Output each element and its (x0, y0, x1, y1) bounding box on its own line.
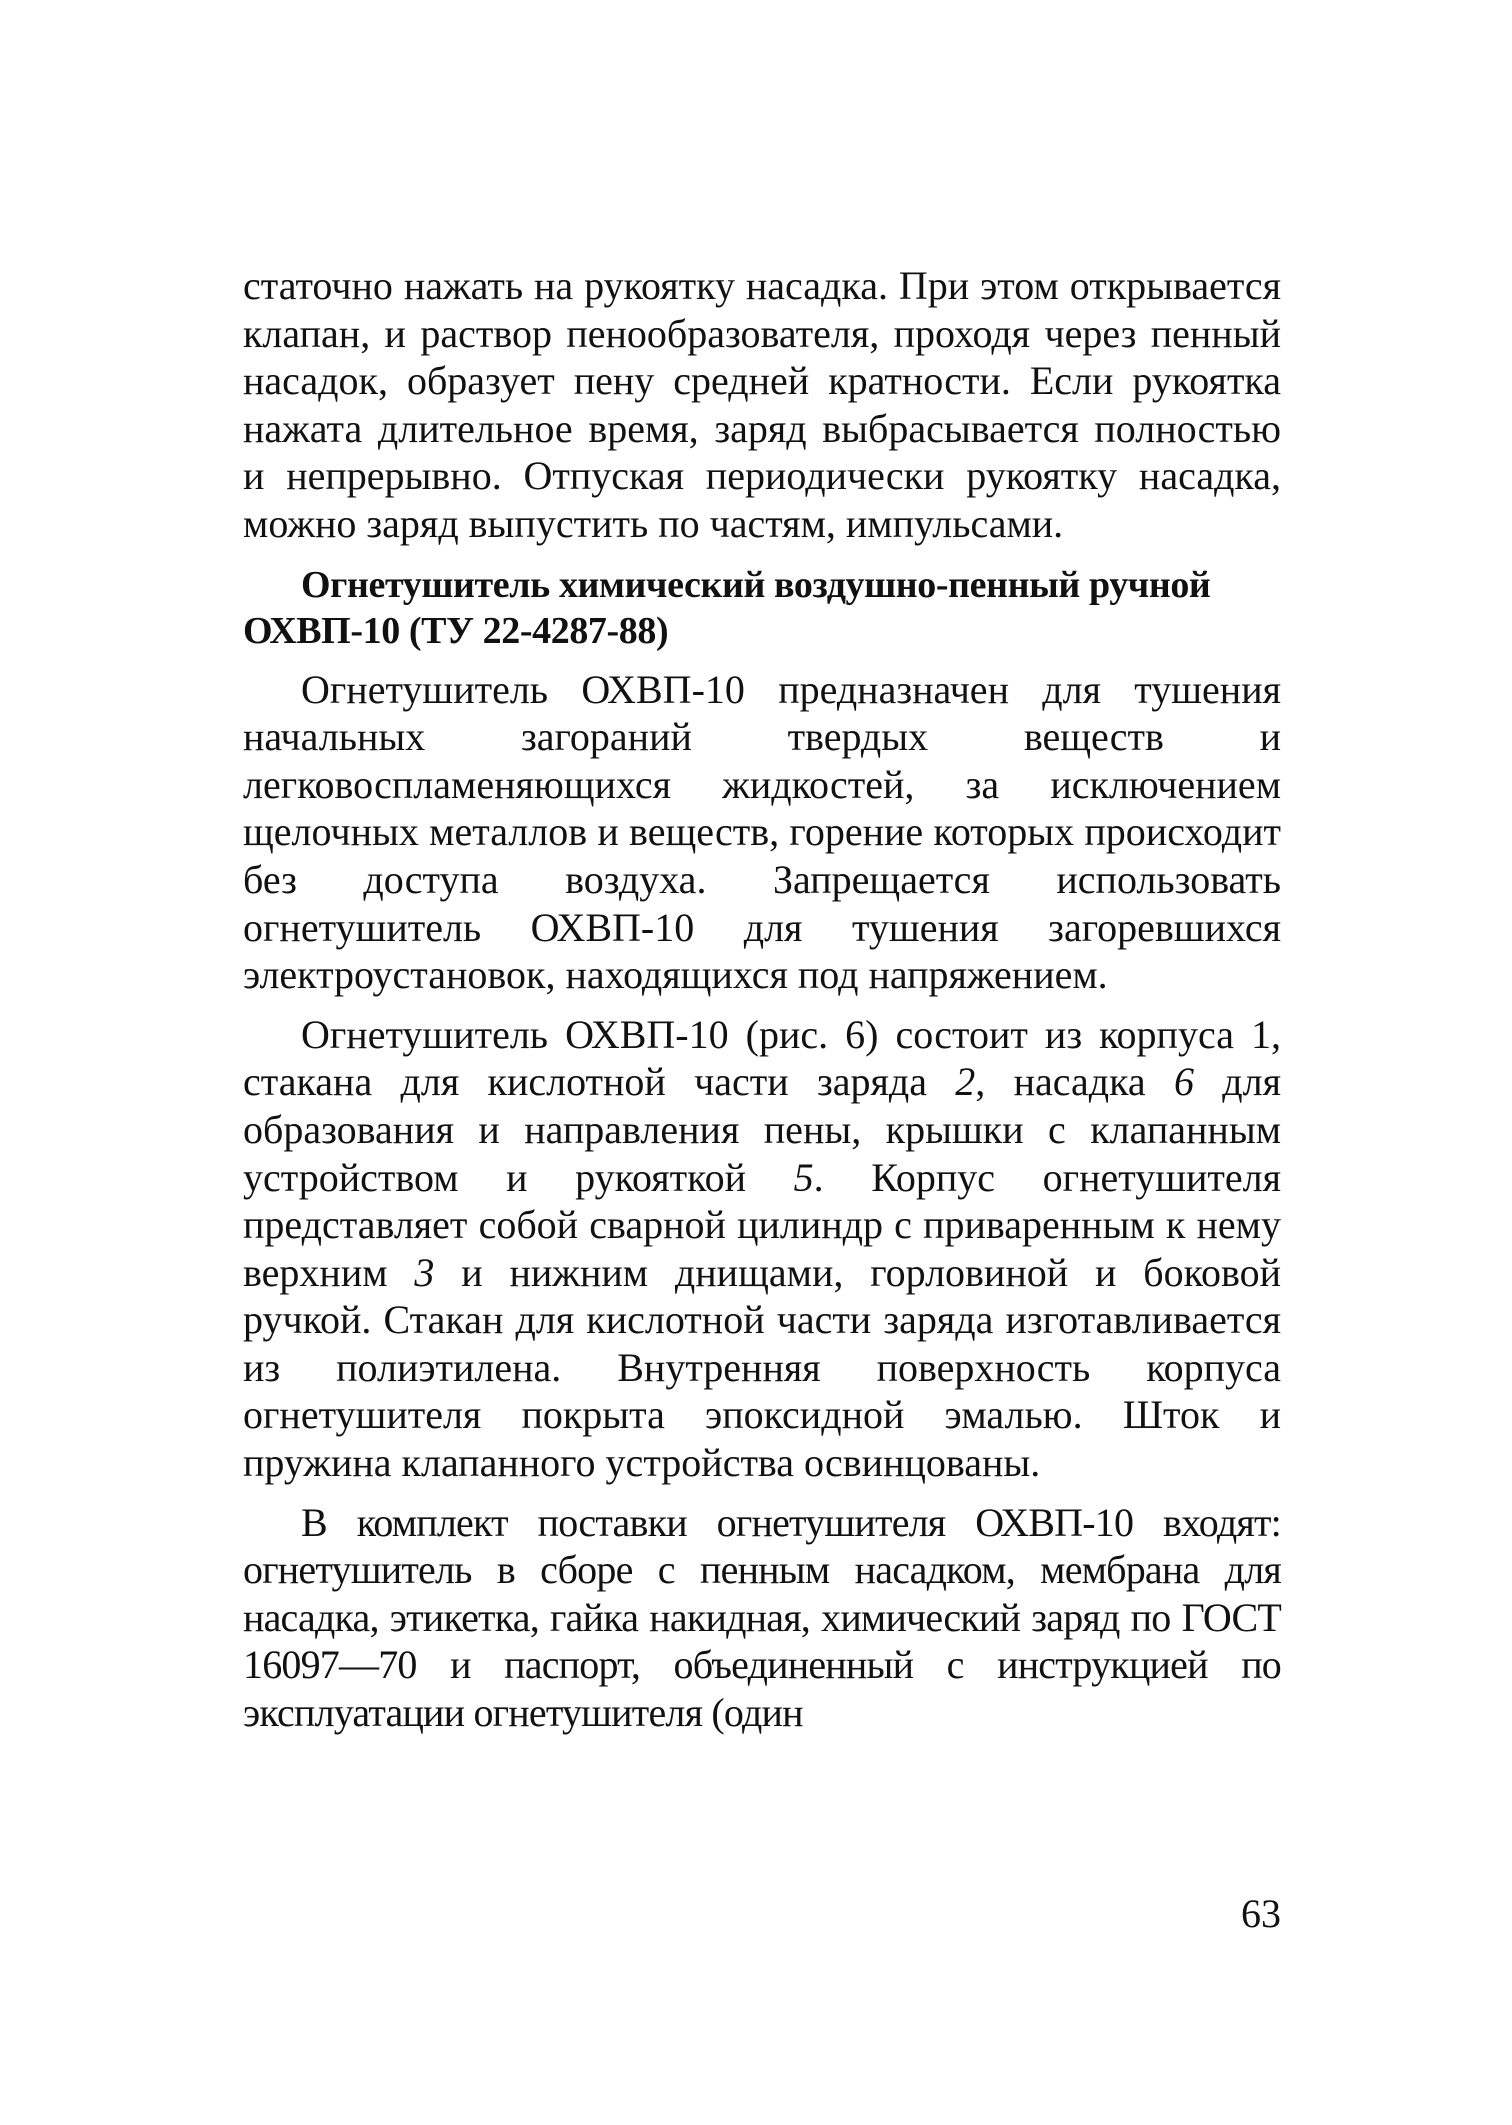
paragraph-delivery: В комплект поставки огнетушителя ОХВП-10 входят: огнетушитель в сборе с пенным насадком, мембрана для насадка, этикетка, гайка накидная, химический заряд по ГОСТ 16097—70 и паспорт, объединенный с инструкцией по эксплуатации огнетушителя (один (243, 1499, 1281, 1736)
component-ref-2: 2 (955, 1059, 976, 1105)
construction-text-2: , насадка (975, 1059, 1174, 1105)
section-heading-line-1: Огнетушитель химический воздушно-пенный ручной (301, 563, 1211, 606)
section-heading (243, 562, 1281, 654)
component-ref-6: 6 (1173, 1059, 1194, 1105)
document-page (243, 262, 1281, 1737)
paragraph-construction (243, 1011, 1281, 1487)
construction-text-3: для образования и направления пены, крышки с клапанным устройством и рукояткой (243, 1059, 1281, 1200)
construction-text-5: и нижним днищами, горловиной и боковой ручкой. Стакан для кислотной части заряда изготавливается из полиэтилена. Внутренняя поверхность корпуса огнетушителя покрыта эпоксидной эмалью. Шток и пружина клапанного устройства освинцованы. (243, 1249, 1282, 1486)
paragraph-purpose: Огнетушитель ОХВП-10 предназначен для тушения начальных загораний твердых веществ и легковоспламеняющихся жидкостей, за исключением щелочных металлов и веществ, горение которых происходит без доступа воздуха. Запрещается использовать огнетушитель ОХВП-10 для тушения загоревшихся электроустановок, находящихся под напряжением. (243, 666, 1281, 998)
opening-paragraph: статочно нажать на рукоятку насадка. При этом открывается клапан, и раствор пенообразователя, проходя через пенный насадок, образует пену средней кратности. Если рукоятка нажата длительное время, заряд выбрасывается полностью и непрерывно. Отпуская периодически рукоятку насадка, можно заряд выпустить по частям, импульсами. (243, 263, 1281, 546)
section-heading-line-2: ОХВП-10 (ТУ 22-4287-88) (243, 609, 669, 652)
construction-text-1: Огнетушитель ОХВП-10 (рис. 6) состоит из корпуса 1, стакана для кислотной части заряда (243, 1011, 1281, 1105)
component-ref-3: 3 (414, 1249, 435, 1295)
construction-text-4: . Корпус огнетушителя представляет собой сварной цилиндр с приваренным к нему верхним (243, 1154, 1281, 1295)
page-number: 63 (1241, 1891, 1281, 1936)
component-ref-5: 5 (793, 1154, 814, 1200)
